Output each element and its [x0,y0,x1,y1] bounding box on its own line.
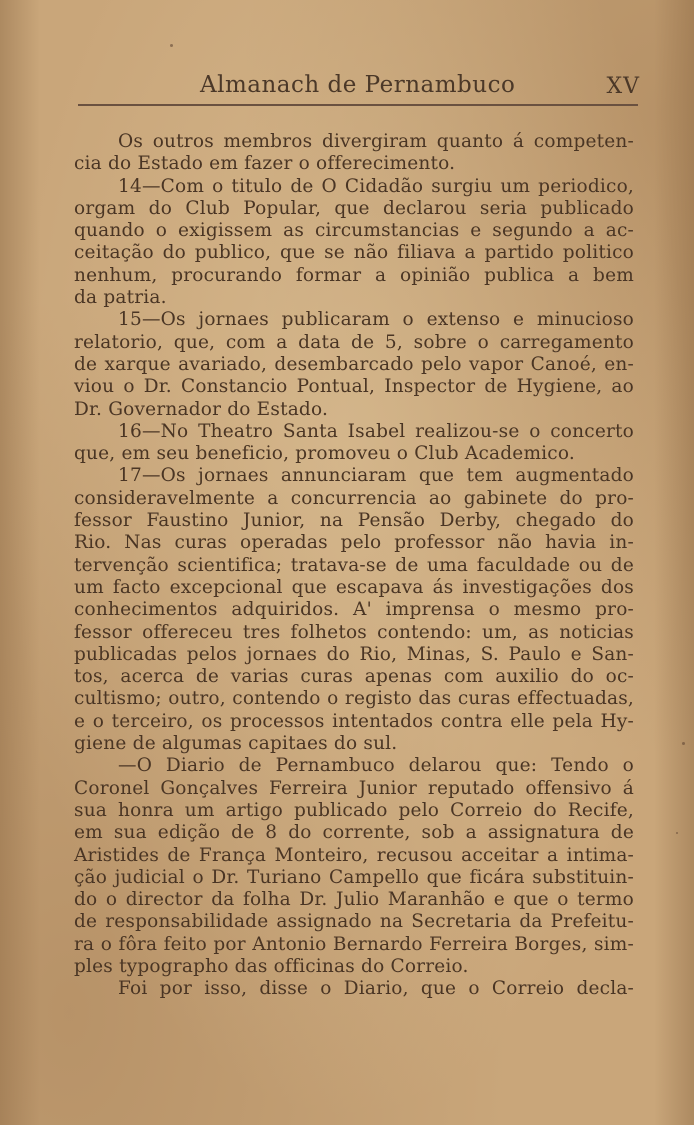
text-line: viou o Dr. Constancio Pontual, Inspector de Hygiene, ao [74,376,634,398]
text-line: Aristides de França Monteiro, recusou acceitar a intima- [74,844,634,866]
text-line: conhecimentos adquiridos. A' imprensa o mesmo pro- [74,599,634,621]
text-line: um facto excepcional que escapava ás investigações dos [74,576,634,598]
text-line: tos, acerca de varias curas apenas com auxilio do oc- [74,666,634,688]
text-line: em sua edição de 8 do corrente, sob a assignatura de [74,822,634,844]
text-line: ples typographo das officinas do Correio. [74,955,469,977]
text-line: consideravelmente a concurrencia ao gabinete do pro- [74,487,634,509]
paper-speck [170,44,173,47]
text-line: publicadas pelos jornaes do Rio, Minas, S. Paulo e San- [74,643,634,665]
text-line: 15—Os jornaes publicaram o extenso e minucioso [118,309,634,331]
text-line: orgam do Club Popular, que declarou seria publicado [74,197,634,219]
text-line: quando o exigissem as circumstancias e segundo a ac- [74,220,634,242]
page-number: XV [606,74,640,99]
text-line: ceitação do publico, que se não filiava a partido politico [74,242,634,264]
text-line: 17—Os jornaes annunciaram que tem augmentado [118,465,634,487]
text-line: de responsabilidade assignado na Secretaria da Prefeitu- [74,911,634,933]
text-line: e o terceiro, os processos intentados contra elle pela Hy- [74,710,634,732]
text-line: Os outros membros divergiram quanto á competen- [118,131,634,152]
text-line: fessor Faustino Junior, na Pensão Derby, chegado do [74,510,634,532]
text-line: —O Diario de Pernambuco delarou que: Tendo o [118,755,634,777]
text-line: 16—No Theatro Santa Isabel realizou-se o concerto [118,420,634,442]
text-line: tervenção scientifica; tratava-se de uma faculdade ou de [74,554,634,576]
text-line: Foi por isso, disse o Diario, que o Correio decla- [118,978,634,1000]
header-rule [78,104,638,106]
text-line: da patria. [74,287,167,309]
text-line: nenhum, procurando formar a opinião publica a bem [74,264,634,286]
text-line: do o director da folha Dr. Julio Maranhão e que o termo [74,889,634,911]
text-line: Coronel Gonçalves Ferreira Junior reputado offensivo á [74,777,634,799]
text-line: ra o fôra feito por Antonio Bernardo Ferreira Borges, sim- [74,933,634,955]
text-line: fessor offereceu tres folhetos contendo: um, as noticias [74,621,634,643]
text-line: Dr. Governador do Estado. [74,398,329,420]
text-line: relatorio, que, com a data de 5, sobre o carregamento [74,331,634,353]
running-head [60,72,640,106]
text-line: ção judicial o Dr. Turiano Campello que ficára substituin- [74,866,634,888]
running-head-title: Almanach de Pernambuco [200,72,516,98]
text-line: que, em seu beneficio, promoveu o Club Academico. [74,443,575,465]
text-line: 14—Com o titulo de O Cidadão surgiu um periodico, [118,175,634,197]
paper-speck [676,832,678,834]
text-line: cia do Estado em fazer o offerecimento. [74,153,456,175]
text-line: de xarque avariado, desembarcado pelo vapor Canoé, en- [74,353,634,375]
paper-speck [682,742,685,745]
text-line: giene de algumas capitaes do sul. [74,733,398,755]
body-text [74,131,634,1001]
text-line: Rio. Nas curas operadas pelo professor não havia in- [74,532,634,554]
text-line: cultismo; outro, contendo o registo das curas effectuadas, [74,688,634,710]
text-line: sua honra um artigo publicado pelo Correio do Recife, [74,799,634,821]
